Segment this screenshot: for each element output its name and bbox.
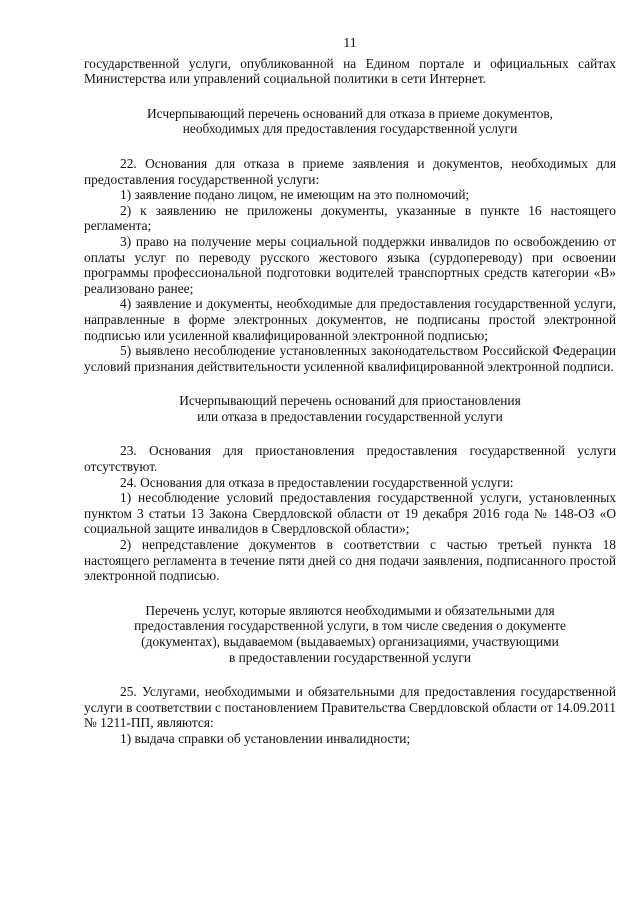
section-heading-required-services [110,603,590,665]
list-item: 2) непредставление документов в соответствии с частью третьей пункта 18 настоящего регламента в течение пяти дней со дня подачи заявления, подписанного простой электронной подписью. [84,537,616,584]
spacer [84,665,616,684]
list-item: 1) заявление подано лицом, не имеющим на это полномочий; [120,187,470,203]
heading-line: (документах), выдаваемом (выдаваемых) организациями, участвующими [141,634,559,649]
spacer [84,584,616,603]
list-item: 3) право на получение меры социальной поддержки инвалидов по освобождению от оплаты услуг по переводу русского жестового языка (сурдопереводу) при освоении программы профессиональной подготовки водителей транспортных средств категории «В» реализовано ранее; [84,233,616,296]
heading-line: Перечень услуг, которые являются необходимыми и обязательными для [145,602,555,618]
paragraph-25: 25. Услугами, необходимыми и обязательными для предоставления государственной услуги в соответствии с постановлением Правительства Свердловской области от 14.09.2011 № 1211-ПП, являются: [84,684,616,731]
spacer [84,424,616,443]
list-item: 1) выдача справки об установлении инвалидности; [120,730,411,746]
heading-line: в предоставлении государственной услуги [228,649,472,665]
spacer [84,87,616,106]
paragraph-23: 23. Основания для приостановления предоставления государственной услуги отсутствуют. [84,443,616,475]
heading-line: предоставления государственной услуги, в том числе сведения о документе [134,618,566,634]
heading-line: Исчерпывающий перечень оснований для отказа в приеме документов, [146,105,554,121]
list-item: 5) выявлено несоблюдение установленных законодательством Российской Федерации условий признания действительности усиленной квалифицированной электронной подписи. [84,343,616,374]
section-heading-suspension [140,393,560,424]
document-page [84,36,616,747]
paragraph-intro-continuation: государственной услуги, опубликованной на Едином портале и официальных сайтах Министерства или управлений социальной политики в сети Интернет. [84,55,616,87]
paragraph-22: 22. Основания для отказа в приеме заявления и документов, необходимых для предоставления государственной услуги: [84,155,616,187]
paragraph-24: 24. Основания для отказа в предоставлении государственной услуги: [120,474,514,490]
heading-line: Исчерпывающий перечень оснований для приостановления [179,393,521,409]
list-item: 4) заявление и документы, необходимые для предоставления государственной услуги, направленные в форме электронных документов, не подписаны простой электронной подписью или усиленной квалифицированной электронной подписью; [84,296,616,343]
spacer [84,137,616,156]
heading-line: необходимых для предоставления государственной услуги [182,121,518,137]
list-item: 2) к заявлению не приложены документы, указанные в пункте 16 настоящего регламента; [84,202,616,234]
list-item: 1) несоблюдение условий предоставления государственной услуги, установленных пунктом 3 статьи 13 Закона Свердловской области от 19 декабря 2016 года № 148-ОЗ «О социальной защите инвалидов в Свердловской области»; [84,490,616,537]
heading-line: или отказа в предоставлении государственной услуги [197,408,503,424]
page-number: 11 [343,36,357,51]
section-heading-refusal-documents [115,106,585,137]
spacer [84,374,616,393]
